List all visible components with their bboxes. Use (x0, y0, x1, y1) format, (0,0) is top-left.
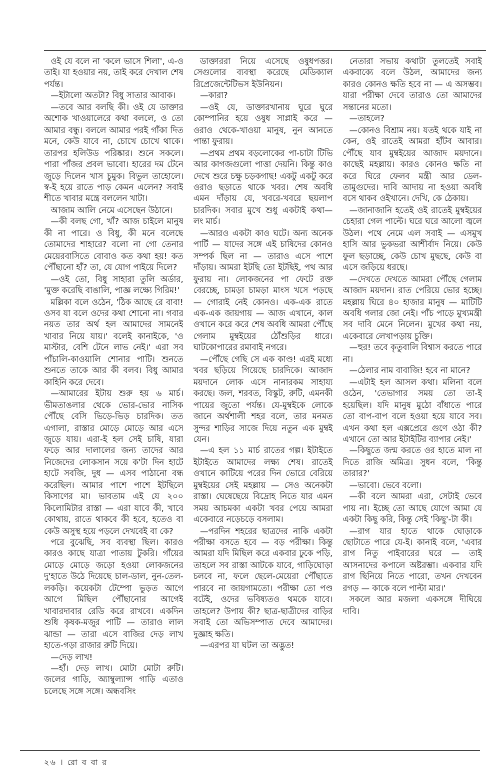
paragraph: —ইটালো অতটা? বিধু সাতার আবাক। (50, 90, 176, 101)
column-2 (193, 56, 332, 744)
paragraph: —কোনও বিশ্রাম নয়। যতই থকে যাই না কেন, ওই রাতেই আমরা হাঁটব আবার। পৌঁছে যাব মুম্বইয়ের আজাদ ময়দানে। কাছেই মহল্লায়। কারও কোনও ক্ষতি না করে ঘিরে ফেলব মন্ত্রী আর ডেল-তামুগুদের। দাবি আদায় না হওয়া অবধি বসে থাকব ওইখানে। দেখি, কে ঠেকায়। (342, 124, 482, 204)
paragraph: সকলে আর মজলা একসঙ্গে দীঘিয়ে দাবি। (342, 594, 482, 616)
paragraph: মল্লিকা বলে ওঠেন, 'ঠিক আছে রে বাবা! ওসব যা বলে ওদের কথা শোনো না। গবার নয়ত তার অর্থ হল আমাদের সামনেই খাবার নিয়ে যায়।' বলেই কানাইকে, 'ও মাস্টার, বেশি টেনে লাভ নেই।' এরা সব পাঁচালি-কাওয়ালি শোনার পাটি। শুনতে শুনতে তাকে আর কী বলব। বিধু আমার কাহিনি করে দেবে। (44, 296, 184, 387)
paragraph: —হাঁ। দেড় লাখ। মোটা মোটা রুটি। জলের গাড়ি, অ্যাম্বুল্যান্স গাড়ি এতাও চলেছে সঙ্গে সঙ্গে। অন্ধবসিং (44, 663, 184, 696)
paragraph: —হুর! তবে কৃতুবালি বিশ্বাস করতে পারে না। (342, 342, 482, 364)
paragraph: আজাম আলি নেমে এসেছেন উঠানে। (50, 204, 173, 215)
paragraph: —কিছুতে জন্ম করতে ওর হাতে মাল না দিতে রাজি অমিত্র। সুধন বলে, 'কিন্তু তারার?' (342, 445, 482, 479)
paragraph: নেতারা সভায় কথাটা তুলতেই সবাই একবাক্যে বলে উঠল, আমাদের জন্য কারও কোনও ক্ষতি হবে না — এ অসম্ভব। যারা পরীক্ষা দেবে তারাও তো আমাদের সন্তানের মতো। (342, 56, 482, 112)
top-rule (44, 50, 486, 51)
paragraph: —তাহলে? (349, 113, 385, 124)
paragraph: —এটাই হল আসল কথা। মলিনা বলে ওঠেন, 'তেভাগার সময় তো তা-ই হয়েছিল। যদি মানুষ মুঠো বাঁধাতে পারে তো বাপ-বাপ বলে হওয়া হয়ে যাবে সব। এখন কথা হল এক্সপ্রেরে গুণে ওঠা কী? এখানে তো আর ইটাইটির ব্যাপার নেই।' (342, 376, 482, 444)
paragraph: —ওই তো, বিধু সাহারা তুলি অর্ডার, 'মুক্ত করেছি বাঙালি, পাজ্ঞ লক্ষ্যে গিরিম!' (44, 273, 184, 296)
paragraph: ডাক্তাররা নিয়ে এসেছে ওষুধপত্তর। সেগুলোর ব্যবস্থা করেছে মেডিক্যাল রিপ্রেজেন্টেটিভস ইউনিয়ন। (193, 56, 333, 89)
paragraph: —রাগ যার হাতে থাকে ঘোড়াকে ছোটাতে পারে যে-ই। কানাই বলে, 'এবার রাগ নিতু পাইবারের ঘরে — তাই আসনাদের কপালে অষ্টরম্ভা। একবার যদি রাগ ছিনিয়ে নিতে পারো, তখন দেখবেন রগড় — কাকে বলে পাল্টা মার।' (342, 525, 482, 593)
paragraph: —পরদিন শহরের ছাত্রদের নাকি একটা পরীক্ষা বসতে হবে — বড় পরীক্ষা। কিন্তু আমরা যদি মিছিল করে একবার ঢুকে পড়ি, তাহলে সব রাস্তা আটকে যাবে, গাড়িঘোড়া চলবে না, ফলে ছেলে-মেয়েরা পৌঁছাতে পারবে না জায়গামতো। পরীক্ষা তো পণ্ড বটেই, ওদের ভবিষ্যতও থমকে যাবে। তাহলে? উপায় কী? ছাত্র-ছাত্রীদের বাড়ির সবাই তো অভিসম্পাত দেবে আমাদের। দুজ্ঞাহ ক্ষতি। (193, 525, 333, 639)
paragraph: —তবে আর বলছি কী। ওই যে ডাক্তার অশোক খাওয়ালেরে কথা বললে, ও তো আমার বন্ধু। বললে আমার পরই গাঁকা দিত মনে, কেউ যাবে না, চোখে চোখে থাকে। তারপর হলিউড পরিষ্কার। শুনে সকলে। পারা পাঁজর প্রবল ভাবো। হারের দম টেনে জুড়ে দিলেন খাস চুমুক। বিভুল তাহোলে। স্ব-ই হয়ে রাতে পাড় কেমন এলেন? সবাই শীতে খাবার মন্ত্রে বললেন খাটা। (44, 101, 184, 204)
column-3 (343, 56, 482, 744)
paragraph: ওই যে বলে না 'কলে ভাসে শিলা', এ-ও তাই। যা হওয়ার নয়, তাই করে দেখাল শেষ পর্যন্ত। (44, 56, 184, 89)
paragraph: —দেড় লাখ! (50, 651, 93, 662)
bottom-rule (20, 750, 480, 751)
paragraph: —প্রথম প্রথম বড়লোকের পা-চাটা টিভি আর কাগজগুলো পাত্তা দেয়নি। কিন্তু কাও দেখে শুরে চক্ষু চড়কগাছ! একটু একটু করে ওরাও ছড়াতে থাকে খবর। শেষ অবধি এমন দাঁড়ায় যে, খবরে-খবরে ছয়লাপ চারদিক। সবার মুখে শুধু একটাই কথা— লং মার্চ। (193, 147, 333, 227)
paragraph: —পৌঁছে গেছি সে এক কাণ্ড! এরই মধ্যে খবর ছড়িয়ে গিয়েছে চারদিকে। আজাদ ময়দানে লোক এসে নানারকম সাহায্য করছে। জল, শরবত, বিস্কুট, রুটি, এমনকী পায়ের জুতো পর্যন্ত। যে-মুম্বইকে লোকে জানে অর্থশালী শহর বলে, তার মনমত সুন্দর শাড়ির সাজে দিয়ে নতুন এক মুম্বই যেন। (193, 353, 333, 444)
paragraph: —কী বলে আমরা এরা, সেটাই ভেবে পায় না। ইচ্ছে তো আছে যোগে আমা যে একটা কিছু করি, কিন্তু সেই 'কিছু'-টা কী। (342, 491, 482, 525)
page-folio: ২৬ । রো ব বা র (44, 758, 108, 767)
paragraph: —ঠেলার নাম বাবাজি! হবে না মানে? (349, 365, 471, 376)
paragraph: —এরপর যা ঘটল তা অদ্ভুত! (199, 640, 295, 651)
paragraph: —ভাবো। ভেবে বলো। (349, 479, 422, 490)
paragraph: —জানাজানি হতেই ওই রাতেই মুম্বইয়ের চেহারা গেল পাল্টে। ঘরে ঘরে আলো জ্বলে উঠল। পথে নেমে এল সবাই — এসমুখ হাসি আর ভুকভরা আশীর্বাদ নিয়ে। কেউ ফুল ছড়াচ্ছে, কেউ চোখ মুছছে, কেউ বা এসে জড়িয়ে ধরছে। (342, 204, 482, 273)
paragraph: —আমারের ইটায় শুরু হয় ৬ মার্চ। ভীমতাঙলার থেকে ভোর-ভোর নাসিক পৌঁছে বেসি ভিড়ে-ভিড় চারদিক। তত এগালা, রাস্তার মোড়ে মোড়ে আর এসে জুড়ে যায়। এরা-ই হল সেই চাষি, যারা ফড়ে আর দালালের জন্য তাদের আর নিজেদের লোকসান সয়ে ক'টা দিন হাটে হাটে সবজি, দুধ — এসব পাঠানো বন্ধ করেছিল। আমার পাশে পাশে ইটছিলে কিসাণের মা। ভাবতাম এই যে ২০০ কিলোমিটার রাস্তা — এরা যাবে কী, খাবে কোথায়, রাতে থাকবে কী হবে, হতেও বা কেউ অসুস্থ হয়ে পড়লে দেখবেই বা কে? (44, 388, 184, 536)
article-body (44, 56, 482, 744)
paragraph: —দেখতে দেখতে আমরা পৌঁছে গেলাম আজাদ ময়দান। রাত পেরিয়ে ভোর হচ্ছে। মহল্লায় ঘিরে ৪০ হাজার মানুষ — মাটিটি অবধি গলার জো নেই। পাঁচ পাড়ে মুখ্যমন্ত্রী সব দাবি মেনে নিলেন। মুখের কথা নয়, একেবারে লেখাপড়ায় চুক্তি। (342, 273, 482, 341)
paragraph: —এ হল ১১ মার্চ রাতের গল্প। ইটাইতে ইটাইতে আমাদের লক্ষ্য শেষ। রাতেই ওখানে কাটিয়ে পরের দিন ভোরে বেরিয়ে মুম্বইয়ের সেই মহল্লায় — সেও অনেকটা রাস্তা। ঘেষেছেয়ে বিদ্রোহ নিতে যার এমন সময় আচমকা একটা খবর পেয়ে আমরা একেবারে নড়েচড়ে বসলাম। (193, 445, 333, 525)
column-1 (44, 56, 183, 744)
paragraph: —ওই যে, ডাক্তারখানায় ঘুরে ঘুরে কোম্পানির হয়ে ওষুধ সাপ্লাই করে — ওরাও থেকে-খাওয়া মানুষ, নুন আনতে পান্তা ফুরায়। (193, 101, 333, 147)
paragraph: —আরও একটা কাও ঘটে। অন্য অনেক পার্টি — যাদের সঙ্গে এই চাষিদের কোনও সম্পর্ক ছিল না — তারাও এসে পাশে দাঁড়ায়। আমরা ইটছি তো ইটছিই, পথ আর ফুরায় না। লোকজনের পা ফেটে রক্ত বেরচ্ছে, চামড়া চামড়া মাংস খসে পড়ছে — গোরাই নেই কোনও। এক-এক রাতে এক-এক জায়গায় — আজ এখানে, কাল ওখানে করে করে শেষ অবধি আমরা পৌঁছে গেলাম মুম্বইয়ের ঠোঁশুড়ির ধারে। ঘাটকোপারের রমাবাই নগরে। (193, 227, 333, 353)
paragraph: —কী বলছ গো, খাঁ? আজ চাইলে মানুষ কী না পারে। ও বিধু, কী মনে বলেছে তোমাদের শাহারে? বলো না গো তেনার মেয়েরবাসিতে বোবাও কত কথা হয়! কত পৌঁছানো হাঁ? তা, যে যোগ পাইয়ে দিলে? (44, 216, 184, 273)
paragraph: পরে বুঝেছি, সব ব্যবস্থা ছিল। কারও কারও কাছে যাত্রা পাতায় টুকরি। গাঁয়ের মোড়ে মোড়ে জড়ো হওয়া লোকজনের দু'হাতে উঠে দিয়েছে চাল-ডাল, নুন-তেল-লকড়ি। কয়েকটা টেম্পো ভুড়ত আগে আগে মিছিল পৌঁছানোর আগেই খাবারদাবার রেডি করে রাখবে। একদিন শুধি কৃষক-মজুর পাটি — তারাও লাল ঝান্ডা — তারা এসে বাজির দেড় লাখ হাতে-গড়া রাজার রুটি দিয়ে। (44, 537, 184, 651)
paragraph: —কারা? (199, 90, 228, 101)
